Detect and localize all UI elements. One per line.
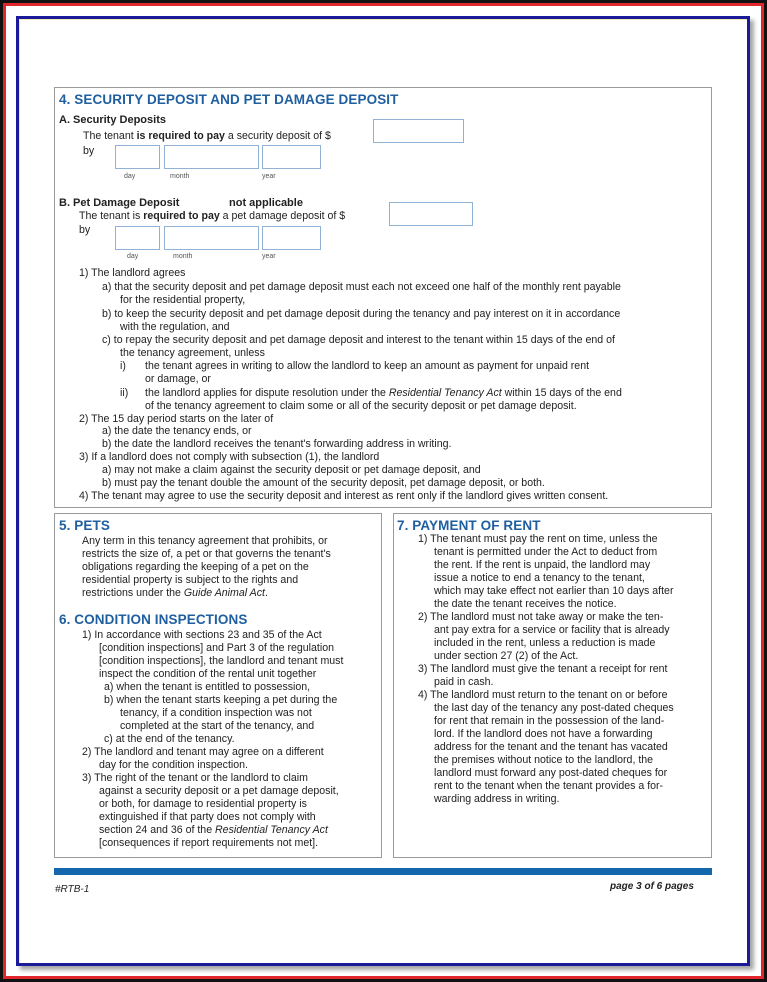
rent-line-16: lord. If the landlord does not have a forwarding xyxy=(434,728,653,740)
rent-line-12: paid in cash. xyxy=(434,676,494,688)
security-deposit-year-label: year xyxy=(262,173,276,180)
rent-line-17: address for the tenant and the tenant has vacated xyxy=(434,741,668,753)
clause-1b: b) to keep the security deposit and pet damage deposit during the tenancy and pay interest on it in accordance xyxy=(102,308,621,320)
rent-line-21: warding address in writing. xyxy=(434,793,560,805)
security-deposit-amount-field[interactable] xyxy=(373,119,464,143)
rent-line-9: included in the rent, unless a reduction is made xyxy=(434,637,656,649)
pet-deposit-month-label: month xyxy=(173,253,193,260)
inspections-line-8: completed at the start of the tenancy, and xyxy=(120,720,315,732)
security-deposit-day-field[interactable] xyxy=(115,145,160,169)
inspections-line-10: 2) The landlord and tenant may agree on a different xyxy=(82,746,324,758)
clause-4: 4) The tenant may agree to use the security deposit and interest as rent only if the landlord gives written consent. xyxy=(79,490,609,502)
footer-bar xyxy=(54,868,712,875)
pet-deposit-by-label: by xyxy=(79,224,91,236)
pet-deposit-year-field[interactable] xyxy=(262,226,321,250)
inspections-line-2: [condition inspections] and Part 3 of the regulation xyxy=(99,642,334,654)
inspections-line-14: or both, for damage to residential property is xyxy=(99,798,307,810)
clause-2: 2) The 15 day period starts on the later of xyxy=(79,413,274,425)
clause-1c-i-cont: or damage, or xyxy=(145,373,211,385)
section-4-title: 4. SECURITY DEPOSIT AND PET DAMAGE DEPOSIT xyxy=(59,92,399,107)
pet-damage-deposit-heading: B. Pet Damage Deposit xyxy=(59,197,180,209)
rent-line-3: the rent. If the rent is unpaid, the landlord may xyxy=(434,559,651,571)
inspections-line-11: day for the condition inspection. xyxy=(99,759,248,771)
section-5-title: 5. PETS xyxy=(59,518,110,533)
rent-line-13: 4) The landlord must return to the tenant on or before xyxy=(418,689,668,701)
inspections-line-6: b) when the tenant starts keeping a pet during the xyxy=(104,694,338,706)
security-deposit-day-label: day xyxy=(124,173,136,180)
inspections-line-13: against a security deposit or a pet damage deposit, xyxy=(99,785,339,797)
inspections-line-12: 3) The right of the tenant or the landlord to claim xyxy=(82,772,308,784)
pet-deposit-sentence: The tenant is required to pay a pet damage deposit of $ xyxy=(79,210,346,222)
security-deposits-heading: A. Security Deposits xyxy=(59,114,166,126)
pets-line-1: Any term in this tenancy agreement that prohibits, or xyxy=(82,535,328,547)
rent-line-15: for rent that remain in the possession of the land- xyxy=(434,715,665,727)
rent-line-7: 2) The landlord must not take away or make the ten- xyxy=(418,611,664,623)
clause-1c-ii-num: ii) xyxy=(120,387,129,399)
pet-deposit-day-field[interactable] xyxy=(115,226,160,250)
pets-line-4: residential property is subject to the rights and xyxy=(82,574,299,586)
page-number: page 3 of 6 pages xyxy=(610,881,694,892)
pet-deposit-day-label: day xyxy=(127,253,139,260)
inspections-line-3: [condition inspections], the landlord and tenant must xyxy=(99,655,344,667)
clause-2b: b) the date the landlord receives the tenant's forwarding address in writing. xyxy=(102,438,452,450)
clause-1c-i: the tenant agrees in writing to allow the landlord to keep an amount as payment for unpaid rent xyxy=(145,360,590,372)
clause-1: 1) The landlord agrees xyxy=(79,267,186,279)
rent-line-4: issue a notice to end a tenancy to the tenant, xyxy=(434,572,645,584)
rent-line-11: 3) The landlord must give the tenant a receipt for rent xyxy=(418,663,668,675)
inspections-line-9: c) at the end of the tenancy. xyxy=(104,733,235,745)
rent-line-2: tenant is permitted under the Act to deduct from xyxy=(434,546,658,558)
clause-1c-i-num: i) xyxy=(120,360,126,372)
section-7-title: 7. PAYMENT OF RENT xyxy=(397,518,541,533)
form-id: #RTB-1 xyxy=(55,884,90,895)
clause-1c-ii-cont: of the tenancy agreement to claim some or all of the security deposit or pet damage deposit. xyxy=(145,400,577,412)
clause-1c: c) to repay the security deposit and pet damage deposit and interest to the tenant within 15 days of the end of xyxy=(102,334,615,346)
rent-line-5: which may take effect not earlier than 10 days after xyxy=(434,585,674,597)
security-deposit-by-label: by xyxy=(83,145,95,157)
clause-3b: b) must pay the tenant double the amount of the security deposit, pet damage deposit, or both. xyxy=(102,477,545,489)
clause-1c-cont: the tenancy agreement, unless xyxy=(120,347,265,359)
rent-line-18: the premises without notice to the landlord, the xyxy=(434,754,654,766)
clause-3: 3) If a landlord does not comply with subsection (1), the landlord xyxy=(79,451,380,463)
rent-line-1: 1) The tenant must pay the rent on time, unless the xyxy=(418,533,658,545)
security-deposit-month-label: month xyxy=(170,173,190,180)
security-deposit-sentence: The tenant is required to pay a security deposit of $ xyxy=(83,130,331,142)
clause-1b-cont: with the regulation, and xyxy=(120,321,230,333)
pets-line-5: restrictions under the Guide Animal Act. xyxy=(82,587,268,599)
pet-deposit-amount-field[interactable] xyxy=(389,202,473,226)
clause-1a: a) that the security deposit and pet damage deposit must each not exceed one half of the monthly rent payable xyxy=(102,281,621,293)
not-applicable-label: not applicable xyxy=(229,197,303,209)
rent-line-6: the date the tenant receives the notice. xyxy=(434,598,617,610)
rent-line-8: ant pay extra for a service or facility that is already xyxy=(434,624,670,636)
pet-deposit-year-label: year xyxy=(262,253,276,260)
inspections-line-1: 1) In accordance with sections 23 and 35 of the Act xyxy=(82,629,322,641)
inspections-line-16: section 24 and 36 of the Residential Tenancy Act xyxy=(99,824,328,836)
clause-3a: a) may not make a claim against the security deposit or pet damage deposit, and xyxy=(102,464,481,476)
inspections-line-4: inspect the condition of the rental unit together xyxy=(99,668,317,680)
rent-line-14: the last day of the tenancy any post-dated cheques xyxy=(434,702,674,714)
pets-line-2: restricts the size of, a pet or that governs the tenant's xyxy=(82,548,331,560)
inspections-line-7: tenancy, if a condition inspection was not xyxy=(120,707,312,719)
rent-line-19: landlord must forward any post-dated cheques for xyxy=(434,767,668,779)
clause-2a: a) the date the tenancy ends, or xyxy=(102,425,252,437)
security-deposit-month-field[interactable] xyxy=(164,145,259,169)
inspections-line-5: a) when the tenant is entitled to possession, xyxy=(104,681,311,693)
inspections-line-17: [consequences if report requirements not met]. xyxy=(99,837,319,849)
inspections-line-15: extinguished if that party does not comply with xyxy=(99,811,316,823)
pets-line-3: obligations regarding the keeping of a pet on the xyxy=(82,561,309,573)
rent-line-10: under section 27 (2) of the Act. xyxy=(434,650,579,662)
security-deposit-year-field[interactable] xyxy=(262,145,321,169)
clause-1c-ii: the landlord applies for dispute resolution under the Residential Tenancy Act within 15 days of the end xyxy=(145,387,622,399)
section-6-title: 6. CONDITION INSPECTIONS xyxy=(59,612,248,627)
rent-line-20: rent to the tenant when the tenant provides a for- xyxy=(434,780,664,792)
pet-deposit-month-field[interactable] xyxy=(164,226,259,250)
clause-1a-cont: for the residential property, xyxy=(120,294,246,306)
